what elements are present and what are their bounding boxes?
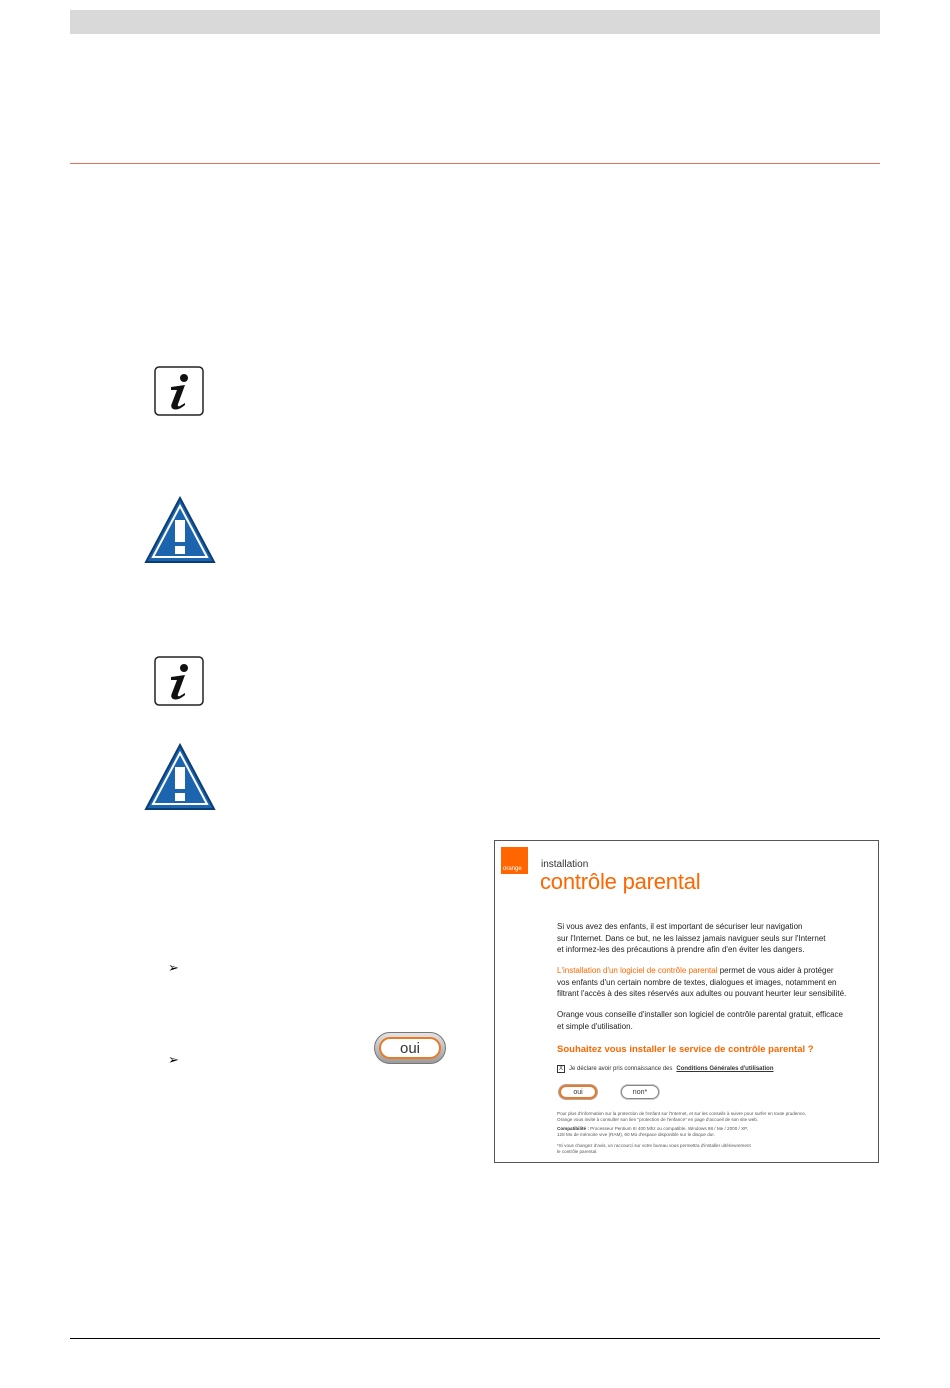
list-bullet: ➢ [168, 1052, 179, 1067]
change-mind-note: *Si vous changez d'avis, un raccourci sur votre bureau vous permettra d'installer ultérieurement le contrôle parental. [557, 1143, 751, 1154]
parental-control-screenshot [494, 840, 879, 1163]
info-note: Pour plus d'information sur la protection de l'enfant sur l'Internet, et sur les conseils à suivre pour surfer en toute prudence, Orange vous invite à consulter son lien "protection de l'enfance" en page d'accueil de son site web. [557, 1111, 807, 1122]
header-divider [70, 163, 880, 164]
info-icon [154, 366, 204, 416]
panel-title: contrôle parental [540, 869, 701, 894]
terms-checkbox[interactable]: X [558, 1066, 563, 1072]
header-bar [70, 10, 880, 34]
software-paragraph: L'installation d'un logiciel de contrôle parental permet de vous aider à protéger vos enfants d'un certain nombre de textes, dialogues et images, notamment en filtrant l'accès à des sites réservés aux adultes ou pouvant heurter leur sensibilité. [557, 966, 847, 998]
panel-oui-button[interactable]: oui [559, 1085, 597, 1099]
info-icon [154, 656, 204, 706]
intro-paragraph: Si vous avez des enfants, il est important de sécuriser leur navigation sur l'Internet. Dans ce but, ne les laissez jamais naviguer seuls sur l'Internet et informez-les des précautions à prendre afin d'en éviter les dangers. [557, 922, 826, 954]
warning-icon [144, 496, 216, 564]
orange-logo: orange [501, 847, 528, 874]
install-question: Souhaitez vous installer le service de contrôle parental ? [557, 1044, 814, 1055]
oui-button[interactable] [374, 1032, 446, 1064]
panel-non-button[interactable]: non* [621, 1085, 659, 1099]
advice-paragraph: Orange vous conseille d'installer son logiciel de contrôle parental gratuit, efficace et simple d'utilisation. [557, 1010, 843, 1031]
installation-label: installation [541, 859, 589, 870]
footer-divider [70, 1338, 880, 1339]
compatibility-note: Compatibilité : Processeur Pentium III 400 Mhz ou compatible, Windows 98 / Me / 2000 / XP, 128 Mo de mémoire vive (RAM), 60 Mo d'espace disponible sur le disque dur. [557, 1126, 748, 1137]
list-bullet: ➢ [168, 960, 179, 975]
oui-button-label: oui [379, 1037, 441, 1059]
terms-link[interactable]: Conditions Générales d'utilisation [676, 1066, 774, 1072]
terms-checkbox-row: X Je déclare avoir pris connaissance des Conditions Générales d'utilisation [558, 1066, 774, 1072]
warning-icon [144, 743, 216, 811]
